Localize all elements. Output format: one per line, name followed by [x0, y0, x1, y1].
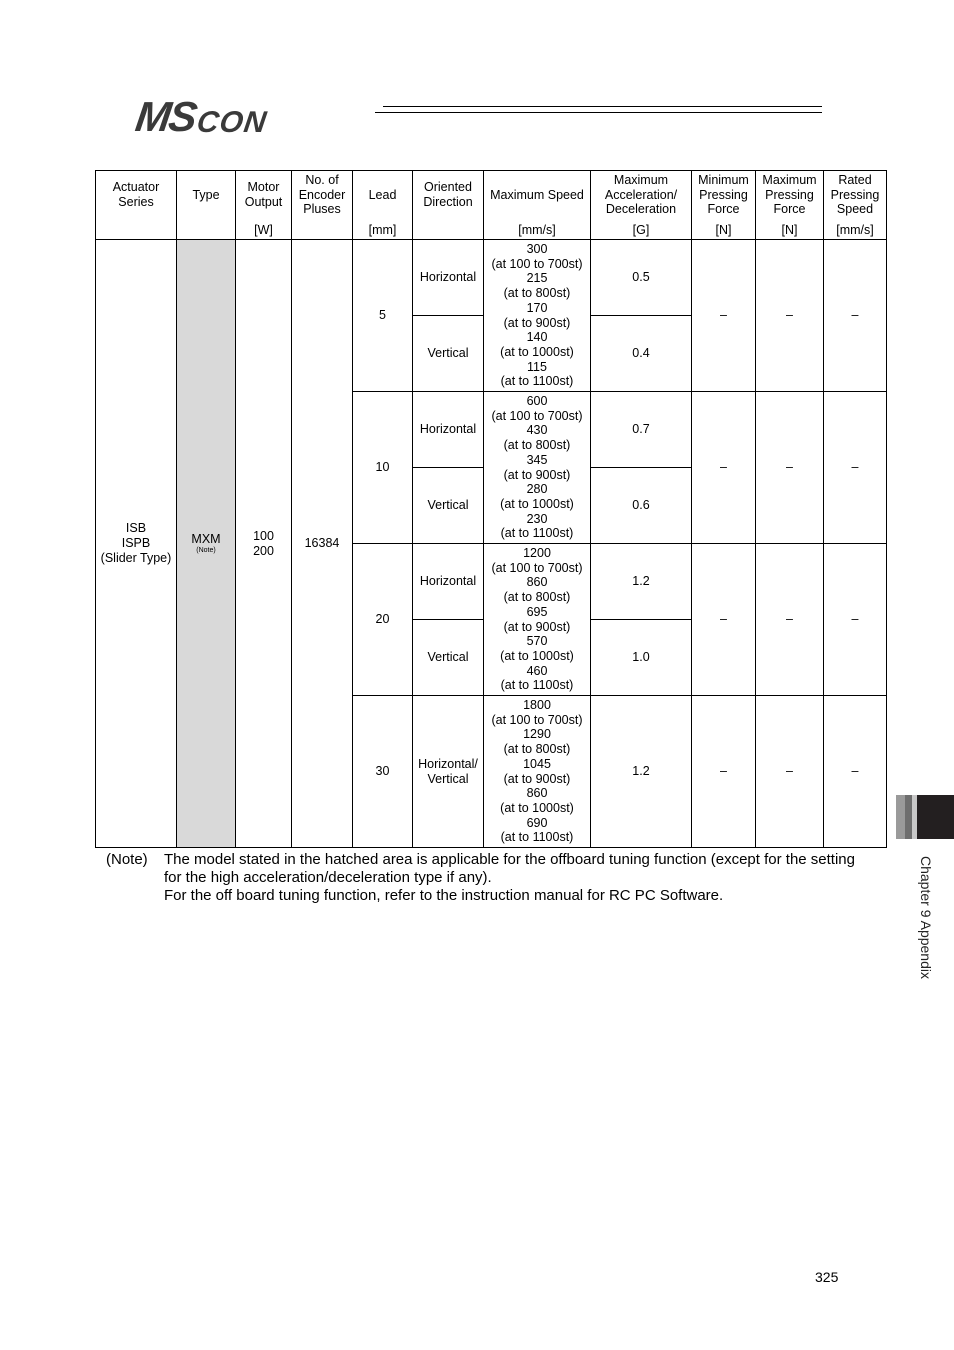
chapter-tab-stripe-1: [896, 795, 905, 839]
rated-speed-cell: –: [824, 696, 887, 848]
direction-cell: Vertical: [413, 620, 484, 696]
max-force-cell: –: [756, 544, 824, 696]
direction-cell: Horizontal: [413, 240, 484, 316]
acceleration-cell: 0.5: [591, 240, 692, 316]
rated-speed-cell: –: [824, 392, 887, 544]
min-force-cell: –: [692, 392, 756, 544]
header-min-pressing-force: Minimum Pressing Force [N]: [692, 171, 756, 240]
note-line-1: The model stated in the hatched area is applicable for the offboard tuning function (except for the setting for the high acceleration/deceleration type if any).: [164, 851, 855, 886]
lead-cell: 20: [353, 544, 413, 696]
acceleration-cell: 0.7: [591, 392, 692, 468]
min-force-cell: –: [692, 544, 756, 696]
header-max-pressing-force: Maximum Pressing Force [N]: [756, 171, 824, 240]
acceleration-cell: 1.0: [591, 620, 692, 696]
chapter-tab-block: [917, 795, 954, 839]
header-rated-pressing-speed: Rated Pressing Speed [mm/s]: [824, 171, 887, 240]
max-force-cell: –: [756, 240, 824, 392]
note-line-2: For the off board tuning function, refer to the instruction manual for RC PC Software.: [164, 887, 724, 904]
table-row: [96, 240, 887, 316]
header-max-acceleration: Maximum Acceleration/ Deceleration [G]: [591, 171, 692, 240]
rated-speed-cell: –: [824, 240, 887, 392]
max-speed-cell: 600 (at 100 to 700st) 430 (at to 800st) 345 (at to 900st) 280 (at to 1000st) 230 (at to 1100st): [484, 392, 591, 544]
actuator-spec-table: [95, 170, 887, 848]
header-rule-top: [383, 106, 822, 107]
type-value: MXM: [191, 532, 221, 547]
lead-cell: 30: [353, 696, 413, 848]
unit-mm-s: [mm/s]: [518, 223, 556, 238]
max-force-cell: –: [756, 392, 824, 544]
direction-cell: Horizontal/ Vertical: [413, 696, 484, 848]
mscon-logo: [132, 93, 270, 140]
header-encoder-pulses: No. of Encoder Pluses: [292, 171, 353, 240]
rated-speed-cell: –: [824, 544, 887, 696]
unit-mm: [mm]: [368, 223, 397, 238]
header-rule-bottom: [375, 112, 822, 113]
header-motor-output: Motor Output [W]: [236, 171, 292, 240]
header-maximum-speed: Maximum Speed [mm/s]: [484, 171, 591, 240]
unit-g: [G]: [632, 223, 650, 238]
note-label: (Note): [106, 851, 148, 868]
header-row: [96, 171, 887, 240]
max-speed-cell: 1800 (at 100 to 700st) 1290 (at to 800st) 1045 (at to 900st) 860 (at to 1000st) 690 (at to 1100st): [484, 696, 591, 848]
direction-cell: Horizontal: [413, 544, 484, 620]
chapter-label: Chapter 9 Appendix: [918, 856, 934, 979]
unit-mm-s-rated: [mm/s]: [836, 223, 874, 238]
unit-w: [W]: [254, 223, 273, 238]
acceleration-cell: 0.4: [591, 316, 692, 392]
logo-con: CON: [194, 106, 270, 139]
max-speed-cell: 1200 (at 100 to 700st) 860 (at to 800st) 695 (at to 900st) 570 (at to 1000st) 460 (at to 1100st): [484, 544, 591, 696]
header-oriented-direction: Oriented Direction: [413, 171, 484, 240]
motor-output-cell: 100 200: [236, 240, 292, 848]
direction-cell: Horizontal: [413, 392, 484, 468]
unit-n-max: [N]: [781, 223, 798, 238]
page-number: 325: [815, 1269, 839, 1285]
encoder-pulses-cell: 16384: [292, 240, 353, 848]
unit-n-min: [N]: [715, 223, 732, 238]
direction-cell: Vertical: [413, 468, 484, 544]
header-type: Type: [177, 171, 236, 240]
chapter-tab-stripe-2: [905, 795, 912, 839]
note-text: [164, 851, 864, 905]
header-lead: Lead [mm]: [353, 171, 413, 240]
logo-ms: MS: [132, 93, 199, 140]
actuator-series-cell: ISB ISPB (Slider Type): [96, 240, 177, 848]
direction-cell: Vertical: [413, 316, 484, 392]
max-force-cell: –: [756, 696, 824, 848]
header-actuator-series: Actuator Series: [96, 171, 177, 240]
type-cell: [177, 240, 236, 848]
acceleration-cell: 1.2: [591, 544, 692, 620]
acceleration-cell: 1.2: [591, 696, 692, 848]
lead-cell: 5: [353, 240, 413, 392]
min-force-cell: –: [692, 240, 756, 392]
lead-cell: 10: [353, 392, 413, 544]
type-note-mark: (Note): [196, 546, 216, 554]
acceleration-cell: 0.6: [591, 468, 692, 544]
min-force-cell: –: [692, 696, 756, 848]
max-speed-cell: 300 (at 100 to 700st) 215 (at to 800st) 170 (at to 900st) 140 (at to 1000st) 115 (at to 1100st): [484, 240, 591, 392]
